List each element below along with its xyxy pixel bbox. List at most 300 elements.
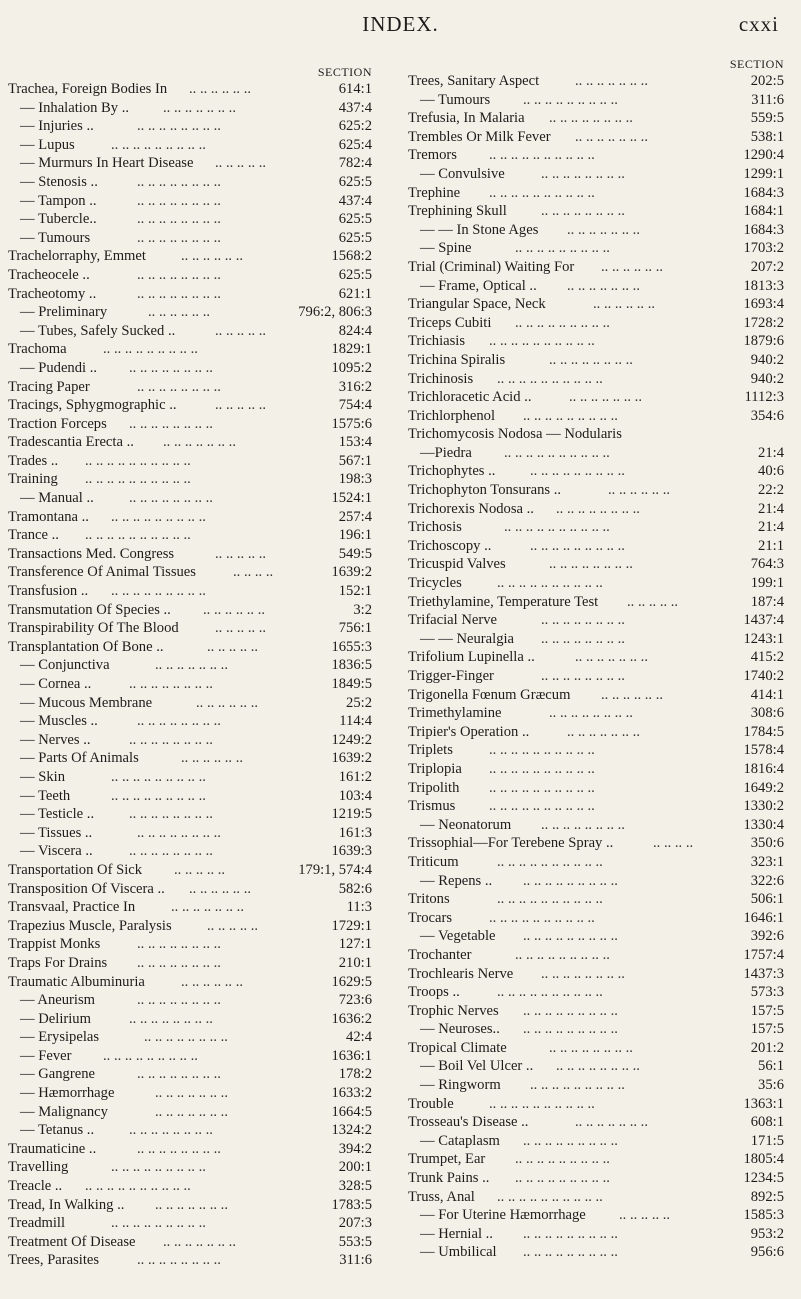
- section-reference: 1829:1: [331, 341, 372, 358]
- index-term: — Spine: [420, 240, 472, 257]
- section-reference: 171:5: [750, 1132, 784, 1149]
- leader-dots: .. .. .. .. .. .. .. .. .. ..: [489, 184, 595, 201]
- index-entry: [408, 128, 784, 147]
- leader-dots: .. .. .. .. .. .. .. .. .. ..: [497, 370, 603, 387]
- section-reference: 200:1: [338, 1159, 372, 1176]
- index-entry: [8, 1065, 388, 1084]
- index-entry: [8, 545, 388, 564]
- section-reference: 42:4: [346, 1029, 372, 1046]
- index-term: — Ringworm: [420, 1077, 501, 1094]
- section-reference: 114:4: [339, 713, 372, 730]
- leader-dots: .. .. .. .. .. ..: [601, 258, 664, 275]
- index-term: — Frame, Optical ..: [420, 277, 537, 294]
- section-reference: 892:5: [750, 1188, 784, 1205]
- leader-dots: .. .. .. .. .. .. .. .. ..: [523, 872, 618, 889]
- index-term: Trichiasis: [408, 333, 466, 350]
- index-entry: [8, 433, 388, 452]
- index-term: Treadmill: [8, 1215, 66, 1232]
- index-term: Traumatic Albuminuria: [8, 973, 145, 990]
- leader-dots: .. .. .. .. .. ..: [593, 296, 656, 313]
- section-reference: 1636:1: [331, 1047, 372, 1064]
- index-entry: [408, 648, 784, 667]
- index-entry: [8, 80, 388, 99]
- leader-dots: .. .. .. .. .. .. .. .. .. ..: [497, 575, 603, 592]
- leader-dots: .. .. .. .. .. .. .. .. ..: [515, 240, 610, 257]
- index-entry: [408, 1057, 784, 1076]
- index-term: Trial (Criminal) Waiting For: [408, 258, 575, 275]
- index-entry: [408, 1225, 784, 1244]
- index-term: Trismus: [408, 798, 456, 815]
- index-entry: [408, 481, 784, 500]
- index-term: — Malignancy: [20, 1103, 108, 1120]
- index-term: Trachoma: [8, 341, 67, 358]
- index-term: Trappist Monks: [8, 936, 101, 953]
- leader-dots: .. .. .. .. .. .. .. ..: [129, 731, 213, 748]
- index-entry: [8, 508, 388, 527]
- index-term: — Gangrene: [20, 1066, 95, 1083]
- section-reference: 625:5: [338, 211, 372, 228]
- section-reference: 1655:3: [331, 638, 372, 655]
- index-term: Trachelorraphy, Emmet: [8, 248, 146, 265]
- index-term: Trouble: [408, 1095, 454, 1112]
- index-term: Transposition Of Viscera ..: [8, 880, 165, 897]
- leader-dots: .. .. .. .. .. .. .. ..: [129, 843, 213, 860]
- section-reference: 311:6: [339, 1252, 372, 1269]
- section-reference: 22:2: [758, 482, 784, 499]
- index-term: Trefusia, In Malaria: [408, 110, 525, 127]
- index-entry: [408, 704, 784, 723]
- index-entry: [8, 991, 388, 1010]
- index-term: Tripier's Operation ..: [408, 723, 530, 740]
- index-term: — Hernial ..: [420, 1225, 493, 1242]
- section-reference: 1784:5: [743, 723, 784, 740]
- index-entry: [408, 425, 784, 444]
- leader-dots: .. .. .. .. .. .. .. .. .. ..: [504, 444, 610, 461]
- index-entry: [8, 973, 388, 992]
- section-reference: 415:2: [750, 649, 784, 666]
- section-reference: 1234:5: [743, 1170, 784, 1187]
- leader-dots: .. .. .. .. .. ..: [181, 248, 244, 265]
- leader-dots: .. .. .. .. .. .. ..: [155, 657, 228, 674]
- leader-dots: .. .. .. .. .. .. ..: [163, 1233, 236, 1250]
- section-reference: 1524:1: [331, 490, 372, 507]
- section-reference: 764:3: [750, 556, 784, 573]
- index-entry: [408, 797, 784, 816]
- leader-dots: .. .. .. .. .. .. .. ..: [144, 1029, 228, 1046]
- leader-dots: .. .. .. .. ..: [627, 593, 679, 610]
- section-reference: 553:5: [338, 1233, 372, 1250]
- index-entry: [8, 285, 388, 304]
- section-reference: 1693:4: [743, 296, 784, 313]
- index-term: — Mucous Membrane: [20, 694, 153, 711]
- leader-dots: .. .. .. .. .. ..: [601, 686, 664, 703]
- index-entry: [408, 109, 784, 128]
- index-term: Transportation Of Sick: [8, 861, 143, 878]
- section-reference: 1585:3: [743, 1207, 784, 1224]
- index-entry: [408, 165, 784, 184]
- index-entry: [408, 351, 784, 370]
- index-entry: [408, 741, 784, 760]
- index-entry: [8, 247, 388, 266]
- index-entry: [8, 415, 388, 434]
- leader-dots: .. .. .. .. .. .. ..: [567, 277, 640, 294]
- index-term: Tracings, Sphygmographic ..: [8, 397, 177, 414]
- leader-dots: .. .. .. .. .. .. .. ..: [129, 806, 213, 823]
- leader-dots: .. .. .. .. .. .. .. .. .. ..: [489, 779, 595, 796]
- section-reference: 202:5: [750, 73, 784, 89]
- leader-dots: .. .. .. .. .. .. .. ..: [549, 556, 633, 573]
- index-term: Triticum: [408, 853, 459, 870]
- leader-dots: .. .. .. .. .. .. .. ..: [541, 965, 625, 982]
- leader-dots: .. .. .. .. .. .. .. ..: [137, 192, 221, 209]
- leader-dots: .. .. .. .. .. ..: [196, 694, 259, 711]
- index-entry: [8, 526, 388, 545]
- index-term: Trophic Nerves: [408, 1002, 499, 1019]
- section-reference: 21:4: [758, 500, 784, 517]
- index-term: Trichina Spiralis: [408, 351, 506, 368]
- index-term: Trichophyton Tonsurans ..: [408, 482, 562, 499]
- leader-dots: .. .. .. .. .. .. .. .. .. ..: [489, 147, 595, 164]
- leader-dots: .. .. .. .. .. .. .. ..: [541, 203, 625, 220]
- leader-dots: .. .. .. .. .. .. .. .. ..: [111, 583, 206, 600]
- index-entry: [408, 723, 784, 742]
- index-term: Trachea, Foreign Bodies In: [8, 81, 168, 97]
- index-entry: [408, 1188, 784, 1207]
- leader-dots: .. .. .. .. .. .. .. .. .. ..: [497, 984, 603, 1001]
- section-reference: 40:6: [758, 463, 784, 480]
- section-reference: 1684:3: [743, 184, 784, 201]
- index-entry: [408, 388, 784, 407]
- index-entry: [408, 407, 784, 426]
- index-term: — Injuries ..: [20, 118, 94, 135]
- index-entry: [8, 694, 388, 713]
- section-reference: 940:2: [750, 370, 784, 387]
- section-reference: 322:6: [750, 872, 784, 889]
- leader-dots: .. .. .. .. .. .. .. ..: [541, 612, 625, 629]
- index-entry: [8, 898, 388, 917]
- leader-dots: .. .. .. .. .. .. .. ..: [137, 954, 221, 971]
- section-reference: 1324:2: [331, 1122, 372, 1139]
- index-entry: [8, 1214, 388, 1233]
- index-term: Tricuspid Valves: [408, 556, 506, 573]
- index-entry: [8, 117, 388, 136]
- section-reference: 1299:1: [743, 165, 784, 182]
- index-term: Troops ..: [408, 984, 460, 1001]
- section-reference: 187:4: [750, 593, 784, 610]
- index-term: — Parts Of Animals: [20, 750, 139, 767]
- section-reference: 756:1: [338, 620, 372, 637]
- index-entry: [8, 229, 388, 248]
- index-entry: [408, 1076, 784, 1095]
- index-entry: [408, 574, 784, 593]
- section-reference: 782:4: [338, 155, 372, 172]
- leader-dots: .. .. .. .. .. .. .. ..: [541, 165, 625, 182]
- section-reference: 1639:2: [331, 564, 372, 581]
- section-reference: 723:6: [338, 992, 372, 1009]
- index-entry: [8, 787, 388, 806]
- index-term: Trocars: [408, 909, 453, 926]
- index-entry-list: [408, 72, 784, 1262]
- index-term: —Piedra: [420, 444, 472, 461]
- section-reference: 178:2: [338, 1066, 372, 1083]
- index-term: Transference Of Animal Tissues: [8, 564, 196, 581]
- leader-dots: .. .. .. .. .. .. .. ..: [137, 992, 221, 1009]
- index-term: Tracheocele ..: [8, 266, 90, 283]
- leader-dots: .. .. .. .. .. ..: [608, 482, 671, 499]
- section-reference: 35:6: [758, 1077, 784, 1094]
- index-term: Trigger-Finger: [408, 668, 494, 684]
- section-reference: 21:1: [758, 537, 784, 554]
- section-reference: 257:4: [338, 508, 372, 525]
- index-term: Trumpet, Ear: [408, 1151, 486, 1168]
- section-reference: 199:1: [750, 575, 784, 592]
- index-term: Traumaticine ..: [8, 1140, 97, 1157]
- leader-dots: .. .. .. .. .. .. .. .. ..: [111, 508, 206, 525]
- leader-dots: .. .. .. .. .. .. .. ..: [137, 1140, 221, 1157]
- index-term: Triangular Space, Neck: [408, 296, 546, 313]
- index-entry: [8, 378, 388, 397]
- section-reference: 608:1: [750, 1114, 784, 1131]
- index-entry: [8, 1196, 388, 1215]
- index-entry: [8, 805, 388, 824]
- index-entry: [408, 834, 784, 853]
- leader-dots: .. .. .. .. .. .. .. .. .. ..: [489, 760, 595, 777]
- index-term: Treatment Of Disease: [8, 1233, 136, 1250]
- index-term: — Erysipelas: [20, 1029, 100, 1046]
- section-reference: 153:4: [338, 434, 372, 451]
- section-reference: 21:4: [758, 519, 784, 536]
- section-reference: 506:1: [750, 891, 784, 908]
- leader-dots: .. .. .. .. .. .. ..: [155, 1103, 228, 1120]
- index-entry: [8, 470, 388, 489]
- section-reference: 625:4: [338, 136, 372, 153]
- leader-dots: .. .. .. .. .. .. ..: [155, 1196, 228, 1213]
- page-header: [0, 8, 801, 48]
- section-reference: 824:4: [338, 322, 372, 339]
- section-reference: 152:1: [338, 583, 372, 600]
- section-reference: 157:5: [750, 1021, 784, 1038]
- index-entry: [8, 731, 388, 750]
- section-reference: 1879:6: [743, 333, 784, 350]
- leader-dots: .. .. .. .. .. .. ..: [171, 899, 244, 916]
- section-reference: 625:5: [338, 229, 372, 246]
- index-entry: [8, 99, 388, 118]
- leader-dots: .. .. .. .. .. .. .. ..: [129, 415, 213, 432]
- leader-dots: .. .. .. .. .. .. .. .. .. ..: [497, 853, 603, 870]
- section-reference: 1330:2: [743, 798, 784, 815]
- index-entry: [8, 768, 388, 787]
- section-reference: 350:6: [750, 835, 784, 852]
- section-reference: 956:6: [750, 1244, 784, 1261]
- index-entry: [408, 779, 784, 798]
- index-entry: [8, 1251, 388, 1270]
- index-term: — Tumours: [420, 91, 491, 108]
- index-term: Trissophial—For Terebene Spray ..: [408, 835, 614, 852]
- section-reference: 953:2: [750, 1225, 784, 1242]
- index-entry: [408, 667, 784, 686]
- leader-dots: .. .. .. .. .. .. .. .. ..: [523, 1132, 618, 1149]
- index-term: Trichloracetic Acid ..: [408, 389, 532, 406]
- index-term: — Nerves ..: [20, 731, 91, 748]
- section-reference: 11:3: [346, 899, 372, 916]
- leader-dots: .. .. .. .. .. ..: [203, 601, 266, 618]
- section-reference: 394:2: [338, 1140, 372, 1157]
- leader-dots: .. .. .. .. ..: [207, 638, 259, 655]
- index-entry: [8, 656, 388, 675]
- index-entry: [408, 184, 784, 203]
- index-entry: [8, 1233, 388, 1252]
- index-term: Treacle ..: [8, 1178, 63, 1195]
- index-term: — Tetanus ..: [20, 1122, 95, 1139]
- index-entry: [8, 136, 388, 155]
- index-term: Tradescantia Erecta ..: [8, 434, 134, 451]
- index-entry: [408, 202, 784, 221]
- index-entry: [8, 1010, 388, 1029]
- section-reference: 1330:4: [743, 816, 784, 833]
- index-term: Tremors: [408, 147, 457, 164]
- index-entry: [8, 1140, 388, 1159]
- index-term: — Neonatorum: [420, 816, 512, 833]
- index-entry: [8, 1177, 388, 1196]
- index-entry: [8, 749, 388, 768]
- index-term: — Tubes, Safely Sucked ..: [20, 322, 176, 339]
- leader-dots: .. .. .. .. ..: [215, 397, 267, 414]
- leader-dots: .. .. .. .. .. .. .. ..: [137, 713, 221, 730]
- section-reference: 198:3: [338, 471, 372, 488]
- section-reference: 1805:4: [743, 1151, 784, 1168]
- leader-dots: .. .. .. .. .. .. .. .. .. ..: [489, 798, 595, 815]
- section-reference: 1813:3: [743, 277, 784, 294]
- section-reference: 625:5: [338, 173, 372, 190]
- leader-dots: .. .. .. .. .. .. .. ..: [137, 211, 221, 228]
- leader-dots: .. .. .. .. .. .. .. .. ..: [515, 946, 610, 963]
- section-reference: 1639:3: [331, 843, 372, 860]
- index-entry: [8, 192, 388, 211]
- section-reference: 1437:3: [743, 965, 784, 982]
- index-entry: [8, 266, 388, 285]
- section-reference: 21:4: [758, 444, 784, 461]
- leader-dots: .. .. .. .. .. .. .. .. .. ..: [489, 909, 595, 926]
- section-reference: 1816:4: [743, 760, 784, 777]
- leader-dots: .. .. .. .. .. .. .. ..: [129, 676, 213, 692]
- index-entry: [8, 173, 388, 192]
- index-entry: [408, 686, 784, 705]
- leader-dots: .. .. .. .. .. .. .. ..: [549, 705, 633, 722]
- index-entry: [408, 593, 784, 612]
- leader-dots: .. .. .. .. .. .. .. .. ..: [111, 1159, 206, 1176]
- index-entry: [408, 537, 784, 556]
- section-reference: 1578:4: [743, 742, 784, 759]
- index-entry: [408, 1206, 784, 1225]
- section-reference: 1684:1: [743, 203, 784, 220]
- section-reference: 1363:1: [743, 1095, 784, 1112]
- section-reference: 1757:4: [743, 946, 784, 963]
- index-term: — Delirium: [20, 1010, 91, 1027]
- leader-dots: .. .. .. .. .. .. .. ..: [129, 359, 213, 376]
- index-term: — Skin: [20, 768, 66, 785]
- index-term: Trees, Sanitary Aspect: [408, 73, 540, 89]
- index-term: — Muscles ..: [20, 713, 98, 730]
- index-term: Trigonella Fœnum Græcum: [408, 686, 571, 703]
- section-reference: 625:2: [338, 118, 372, 135]
- index-term: Trichomycosis Nodosa — Nodularis: [408, 426, 622, 443]
- section-reference: 796:2, 806:3: [298, 304, 372, 321]
- section-reference: 127:1: [338, 936, 372, 953]
- index-term: — Hæmorrhage: [20, 1085, 115, 1102]
- leader-dots: .. .. .. .. .. .. ..: [567, 221, 640, 238]
- index-term: Tracheotomy ..: [8, 285, 97, 302]
- leader-dots: .. .. .. .. .. .. ..: [569, 389, 642, 406]
- leader-dots: .. .. .. .. .. .. ..: [575, 128, 648, 145]
- leader-dots: .. .. .. .. .. .. .. .. .. ..: [489, 333, 595, 350]
- index-entry: [8, 210, 388, 229]
- index-term: Trephining Skull: [408, 203, 507, 220]
- leader-dots: .. .. .. .. .. .. .. .. ..: [103, 1047, 198, 1064]
- index-term: Transpirability Of The Blood: [8, 620, 179, 637]
- index-term: — Aneurism: [20, 992, 95, 1009]
- index-term: Traction Forceps: [8, 415, 107, 432]
- index-term: Triplopia: [408, 760, 462, 777]
- leader-dots: .. .. .. .. .. .. .. ..: [129, 490, 213, 507]
- leader-dots: .. .. .. .. .. .. .. .. ..: [515, 1151, 610, 1168]
- section-reference: 56:1: [758, 1058, 784, 1075]
- section-reference: 210:1: [338, 954, 372, 971]
- index-term: Trimethylamine: [408, 705, 502, 722]
- index-entry: [408, 946, 784, 965]
- leader-dots: .. .. .. .. .. .. .. .. .. ..: [504, 519, 610, 536]
- leader-dots: .. .. .. .. .. .. .. ..: [137, 118, 221, 135]
- index-entry: [408, 1169, 784, 1188]
- index-entry: [8, 935, 388, 954]
- index-entry: [8, 154, 388, 173]
- section-reference: 1575:6: [331, 415, 372, 432]
- index-term: Travelling: [8, 1159, 69, 1176]
- index-entry: [8, 582, 388, 601]
- section-reference: 1646:1: [743, 909, 784, 926]
- index-entry: [408, 1132, 784, 1151]
- section-reference: 1112:3: [744, 389, 784, 406]
- index-term: — Manual ..: [20, 490, 94, 507]
- section-reference: 1728:2: [743, 314, 784, 331]
- index-entry: [408, 853, 784, 872]
- leader-dots: .. .. .. .. .. .. .. .. ..: [530, 1077, 625, 1094]
- section-reference: 940:2: [750, 351, 784, 368]
- index-term: Tricycles: [408, 575, 462, 592]
- section-reference: 754:4: [338, 397, 372, 414]
- section-reference: 1703:2: [743, 240, 784, 257]
- index-entry: [408, 1020, 784, 1039]
- index-entry-list: [8, 80, 388, 1270]
- leader-dots: .. .. .. .. .. .. .. .. ..: [523, 91, 618, 108]
- index-term: — Cornea ..: [20, 676, 92, 692]
- index-entry: [408, 258, 784, 277]
- index-term: — Pudendi ..: [20, 359, 98, 376]
- leader-dots: .. .. .. .. .. .. .. ..: [549, 351, 633, 368]
- leader-dots: .. .. .. .. .. .. .. .. ..: [111, 1215, 206, 1232]
- section-reference: 161:2: [338, 768, 372, 785]
- index-entry: [8, 880, 388, 899]
- index-term: Trosseau's Disease ..: [408, 1114, 529, 1131]
- index-entry: [408, 146, 784, 165]
- index-entry: [8, 1047, 388, 1066]
- section-reference: 1633:2: [331, 1085, 372, 1102]
- index-entry: [8, 601, 388, 620]
- index-term: Trembles Or Milk Fever: [408, 128, 551, 145]
- index-entry: [8, 1028, 388, 1047]
- index-entry: [408, 1113, 784, 1132]
- section-reference: 625:5: [338, 266, 372, 283]
- index-entry: [8, 396, 388, 415]
